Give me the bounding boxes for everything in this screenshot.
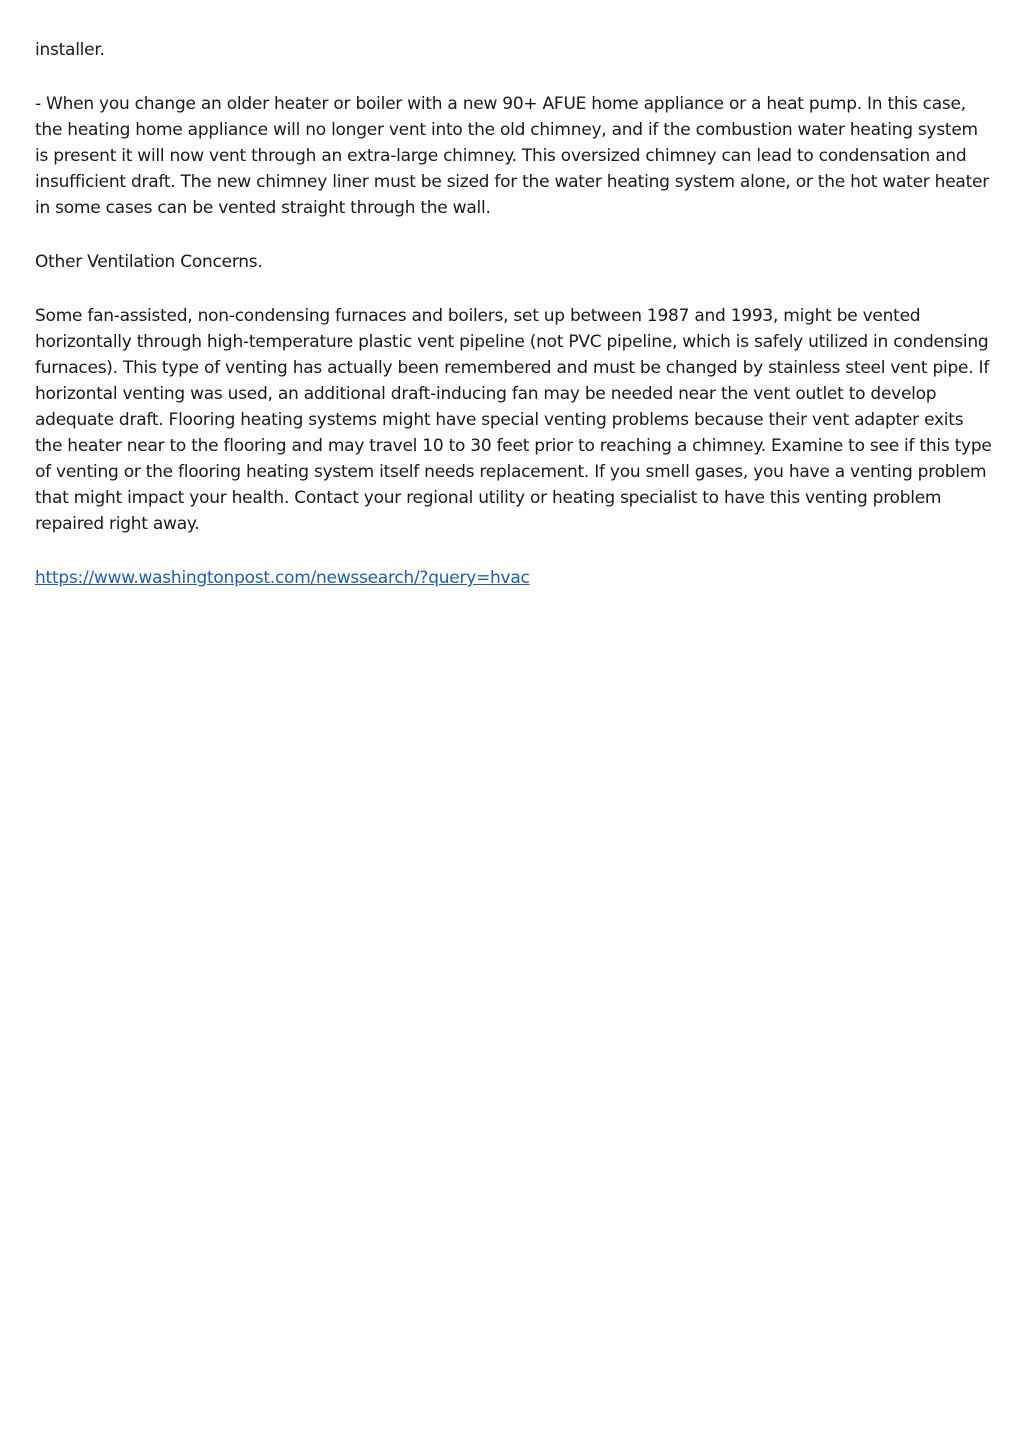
paragraph-fan-assisted-venting: Some fan-assisted, non-condensing furnaces and boilers, set up between 1987 and 1993, might be vented horizontally through high-temperature plastic vent pipeline (not PVC pipeline, which is safely utilized in condensing furnaces). This type of venting has actually been remembered and must be changed by stainless steel vent pipe. If horizontal venting was used, an additional draft-inducing fan may be needed near the vent outlet to develop adequate draft. Flooring heating systems might have special venting problems because their vent adapter exits the heater near to the flooring and may travel 10 to 30 feet prior to reaching a chimney. Examine to see if this type of venting or the flooring heating system itself needs replacement. If you smell gases, you have a venting problem that might impact your health. Contact your regional utility or heating specialist to have this venting problem repaired right away. [35, 306, 992, 534]
reference-link[interactable]: https://www.washingtonpost.com/newssearch/?query=hvac [35, 568, 530, 588]
paragraph-afue-replacement: - When you change an older heater or boiler with a new 90+ AFUE home appliance or a heat pump. In this case, the heating home appliance will no longer vent into the old chimney, and if the combustion water heating system is present it will now vent through an extra-large chimney. This oversized chimney can lead to condensation and insufficient draft. The new chimney liner must be sized for the water heating system alone, or the hot water heater in some cases can be vented straight through the wall. [35, 94, 989, 218]
document-page [35, 37, 995, 619]
link-paragraph [35, 565, 995, 591]
paragraph-installer: installer. [35, 40, 105, 60]
paragraph-heading-other-concerns: Other Ventilation Concerns. [35, 252, 263, 272]
